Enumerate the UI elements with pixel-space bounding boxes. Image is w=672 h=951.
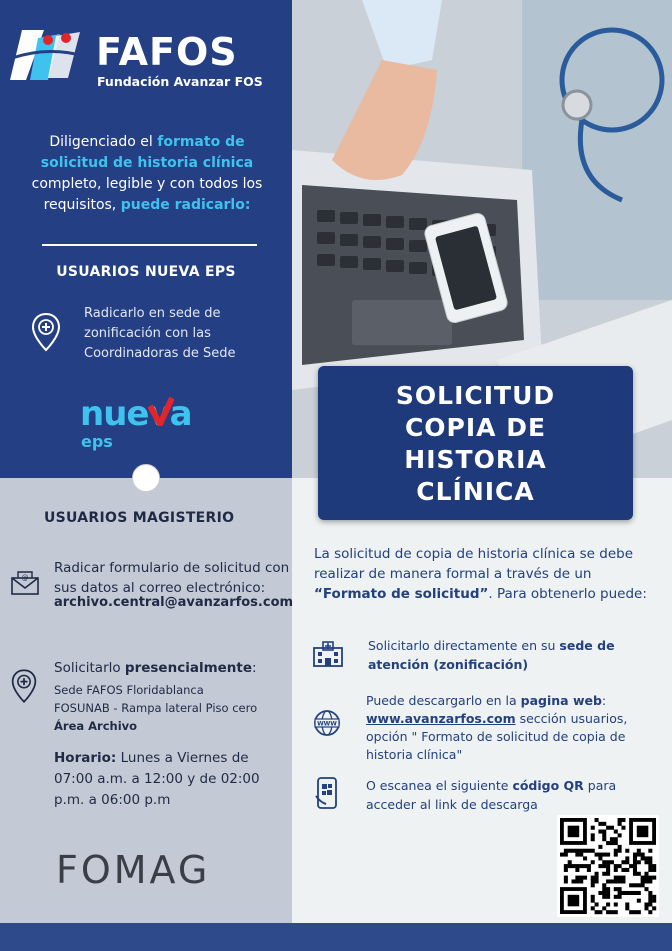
email-icon — [10, 570, 40, 596]
website-link[interactable]: www.avanzarfos.com — [366, 711, 516, 726]
magisterio-title: USUARIOS MAGISTERIO — [44, 510, 235, 526]
fomag-logo: FOMAG — [56, 848, 211, 892]
option-qr-text: O escanea el siguiente código QR para acceder al link de descarga — [366, 778, 617, 812]
footer-bar — [0, 923, 672, 951]
option-web-text: Puede descargarlo en la pagina web: www.avanzarfos.com sección usuarios, opción " Formato de solicitud de copia de historia clínica" — [366, 693, 628, 762]
location-plus-icon — [10, 668, 38, 704]
svg-text:@: @ — [21, 574, 29, 582]
hospital-icon — [312, 640, 344, 668]
phone-qr-icon — [314, 776, 340, 810]
logo-subtitle: Fundación Avanzar FOS — [97, 74, 263, 89]
headline-line1: SOLICITUD — [395, 381, 556, 410]
presencial-text: Solicitarlo presencialmente: — [54, 660, 257, 676]
email-instruction: Radicar formulario de solicitud con sus datos al correo electrónico: — [54, 560, 290, 596]
option-sede-text: Solicitarlo directamente en su sede de atención (zonificación) — [368, 638, 615, 672]
headline-line3: HISTORIA — [404, 445, 547, 474]
nueva-eps-title: USUARIOS NUEVA EPS — [56, 264, 236, 280]
headline-box — [318, 366, 633, 520]
logo-name: FAFOS — [96, 30, 238, 74]
qr-code[interactable] — [557, 815, 659, 917]
divider — [42, 244, 257, 246]
location-plus-icon — [30, 312, 62, 352]
fafos-logo-icon — [8, 28, 88, 84]
headline-line4: CLÍNICA — [416, 477, 535, 506]
email-address[interactable]: archivo.central@avanzarfos.com — [54, 595, 294, 610]
sede-address: Sede FAFOS Floridablanca FOSUNAB - Rampa lateral Piso cero Área Archivo — [54, 683, 258, 733]
nueva-eps-logo: nueva — [80, 394, 192, 434]
nueva-eps-check-icon — [148, 396, 174, 430]
headline-line2: COPIA DE — [404, 413, 547, 442]
section-circle — [132, 464, 160, 492]
svg-text:WWW: WWW — [317, 720, 337, 728]
www-globe-icon — [312, 708, 342, 738]
nueva-eps-logo-sub: eps — [81, 432, 113, 451]
description-text: La solicitud de copia de historia clínica se debe realizar de manera formal a través de un “Formato de solicitud”. Para obtenerlo puede: — [314, 546, 647, 602]
nueva-eps-text: Radicarlo en sede de zonificación con las Coordinadoras de Sede — [84, 306, 236, 361]
intro-text: Diligenciado el formato de solicitud de historia clínica completo, legible y con todos los requisitos, puede radicarlo: — [31, 134, 263, 213]
horario-text: Horario: Lunes a Viernes de 07:00 a.m. a 12:00 y de 02:00 p.m. a 06:00 p.m — [54, 750, 260, 808]
